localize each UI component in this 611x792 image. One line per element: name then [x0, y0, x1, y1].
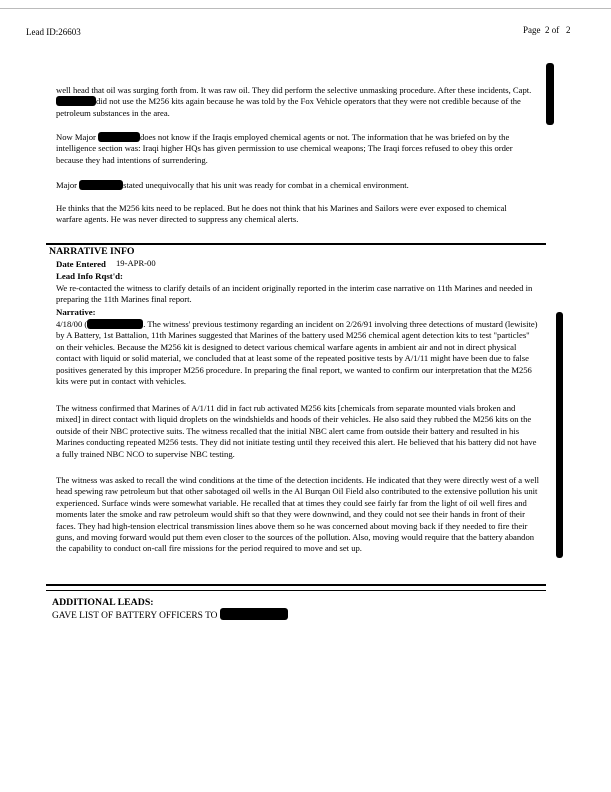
redaction — [220, 608, 288, 620]
date-entered-value: 19-APR-00 — [116, 258, 156, 268]
margin-marker-bottom — [556, 312, 563, 558]
narrative-label: Narrative: — [56, 307, 96, 317]
narrative-paragraph-3: The witness was asked to recall the wind conditions at the time of the detection incidents. He indicated that they were directly west of a well head spewing raw petroleum but that other sabotaged oil wells in the Al Burqan Oil Field also contributed to the extensive pollution his unit experienced. Surface winds were somewhat variable. He recalled that at times they could see fairly far from the light of oil well fires and moments later the smoke and raw petroleum would shift so that they were downwind, and they could not see their hands in front of their faces. They had high-tension electrical transmission lines above them so he was concerned about moving back if they needed to fire their guns, and moving forward would put them even closer to the sources of the pollution. Also, moving would require that the battery abandon the capability to conduct on-call fire missions for the period required to move and set up. — [56, 475, 540, 554]
section-rule — [46, 243, 546, 245]
paragraph-intelligence: Now Major does not know if the Iraqis employed chemical agents or not. The information that he was briefed on by the intelligence section was: Iraqi higher HQs has given permission to use chemical weapons; The Iraqi forces refused to obey this order because they had intentions of surrendering. — [56, 132, 513, 165]
redaction — [98, 132, 140, 142]
narrative-paragraph-1: 4/18/00 ( . The witness' previous testimony regarding an incident on 2/26/91 involving three detections of mustard (lewisite) by A Battery, 1st Battalion, 11th Marines suggested that Marines of the battery used M256 chemical agent detection kits to test "particles" on their vehicles. Because the M256 kit is designed to detect various chemical warfare agents in ambient air and not in direct physical contact with liquid or solid material, we concluded that at least some of the repeated positive tests by A/1/11 might have been due to false positives generated by this improper M256 procedure. In preparing the final report, we wanted to confirm our interpretation that the M256 kits were put in contact with vehicles. — [56, 319, 538, 387]
paragraph-m256-replacement: He thinks that the M256 kits need to be replaced. But he does not think that his Marines and Sailors were ever exposed to chemical warfare agents. He was never directed to suppress any chemical alerts. — [56, 203, 507, 225]
page-number: Page 2 of 2 — [523, 25, 571, 35]
double-rule-top — [46, 584, 546, 586]
double-rule-bottom — [46, 590, 546, 591]
section-title: NARRATIVE INFO — [49, 246, 135, 257]
paragraph-readiness: Major stated unequivocally that his unit was ready for combat in a chemical environment. — [56, 180, 409, 190]
redaction — [79, 180, 123, 190]
paragraph-unmasking: well head that oil was surging forth from. It was raw oil. They did perform the selective unmasking procedure. After these incidents, Capt. did not use the M256 kits again because he was told by the Fox Vehicle operators that they were not credible because of the petroleum substances in the area. — [56, 85, 532, 118]
lead-info-text: We re-contacted the witness to clarify details of an incident originally reported in the interim case narrative on 11th Marines and needed in preparing the 11th Marines final report. — [56, 283, 533, 305]
redaction — [87, 319, 143, 329]
top-edge-rule — [0, 8, 611, 9]
date-entered-label: Date Entered — [56, 259, 106, 269]
redaction — [56, 96, 96, 106]
margin-marker-top — [546, 63, 554, 125]
additional-leads-text: GAVE LIST OF BATTERY OFFICERS TO — [52, 608, 288, 621]
lead-info-label: Lead Info Rqst'd: — [56, 271, 123, 281]
lead-id: Lead ID:26603 — [26, 27, 81, 37]
additional-leads-title: ADDITIONAL LEADS: — [52, 597, 154, 608]
narrative-paragraph-2: The witness confirmed that Marines of A/1/11 did in fact rub activated M256 kits [chemicals from separate mounted vials broken and mixed] in direct contact with liquid droplets on the windshields and hoods of their vehicles. He also said they rubbed the M256 kits on the outside of their NBC protective suits. The witness recalled that the initial NBC alert came from outside their battery and resulted in his Marines conducting repeated M256 tests. They did not initiate testing until they received this alert. He believed that his battery did not have a fully trained NBC NCO to supervise NBC testing. — [56, 403, 537, 459]
